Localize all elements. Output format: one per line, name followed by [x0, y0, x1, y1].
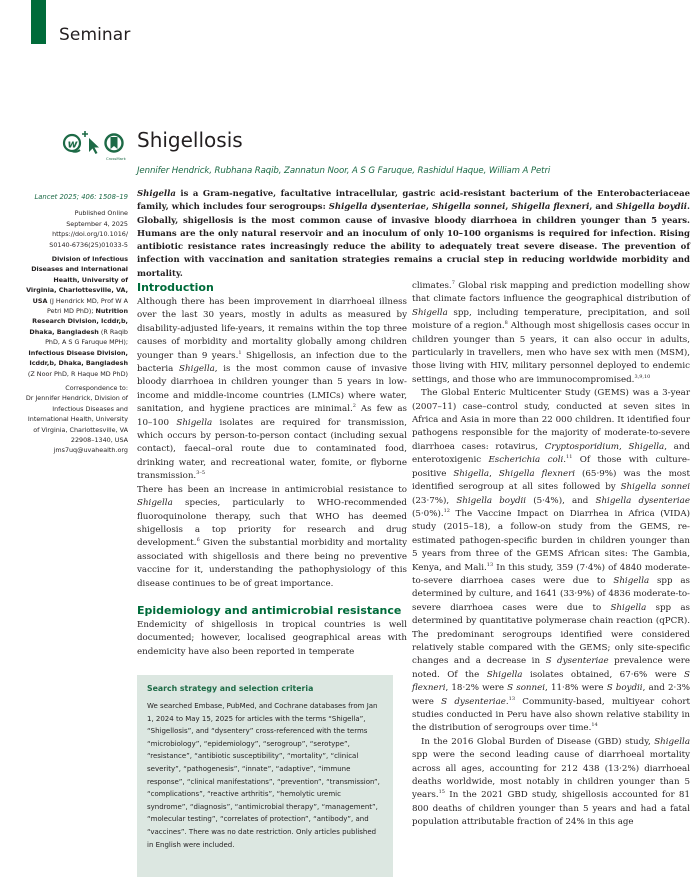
- affiliation-2: Nutrition Research Division, Icddr,b, Dhaka, Bangladesh: [29, 307, 128, 336]
- epidemiology-paragraph-2: The Global Enteric Multicenter Study (GEMS) was a 3-year (2007–11) case–control study, conducted at seven sites in Africa and Asia in more than 22 000 children. It identified four pathogens responsible for the majority of moderate-to-severe diarrhoea cases: rotavirus, Cryptosporidium, Shigella, and enterotoxigenic Escherichia coli.$^{11}$ Of those with culture-positive Shigella, Shigella flexneri (65·9%) was the most identified serogroup at all sites followed by Shigella sonnei (23·7%), Shigella boydii (5·4%), and Shigella dysenteriae (5·0%).$^{12}$ The Vaccine Impact on Diarrhea in Africa (VIDA) study (2015–18), a follow-on study from the GEMS, re-estimated pathogen-specific burden in children younger than 5 years from three of the GEMS African sites: The Gambia, Kenya, and Mali.$^{13}$ In this study, 359 (7·4%) of 4840 moderate-to-severe diarrhoea cases were due to Shigella spp as determined by culture, and 1641 (33·9%) of 4836 moderate-to-severe diarrhoea cases were due to Shigella spp as determined by quantitative polymerase chain reaction (qPCR). The predominant serogroups identified were considered relatively stable compared with the GEMS; only site-specific changes and a decrease in S dysenteriae prevalence were noted. Of the Shigella isolates obtained, 67·6% were S flexneri, 18·2% were S sonnei, 11·8% were S boydii, and 2·3% were S dysenteriae.$^{13}$ Community-based, multiyear cohort studies conducted in Peru have also shown relative stability in the distribution of serogroups over time.$^{14}$: [412, 388, 691, 734]
- correspondence-address: Dr Jennifer Hendrick, Division of Infectious Diseases and International Health, University of Virginia, Charlottesville, VA 22908–1340, USA: [25, 394, 128, 444]
- left-column: [137, 280, 407, 659]
- doi-link[interactable]: https://doi.org/10.1016/ S0140-6736(25)01033-5: [49, 230, 128, 249]
- citation: Lancet 2025; 406: 1508–19: [34, 193, 128, 201]
- reference-link[interactable]: 7: [451, 280, 455, 287]
- affiliation-2-people: (R Raqib PhD, A S G Faruque MPH);: [45, 327, 128, 347]
- author-list: Jennifer Hendrick, Rubhana Raqib, Zannatun Noor, A S G Faruque, Rashidul Haque, William A Petri: [137, 166, 551, 176]
- right-column: [412, 280, 690, 830]
- cursor-plus-icon[interactable]: [82, 131, 99, 154]
- search-strategy-heading: Search strategy and selection criteria: [147, 684, 314, 693]
- reference-link[interactable]: 1: [238, 349, 242, 356]
- epidemiology-paragraph-1-cont: climates.$^7$ Global risk mapping and prediction modelling show that climate factors influence the geographical distribution of Shigella spp, including temperature, precipitation, and soil moisture of a region.$^8$ Although most shigellosis cases occur in children younger than 5 years, it can also occur in adults, particularly in travellers, men who have sex with men (MSM), those living with HIV, military personnel deployed to endemic settings, and those who are immunocompromised.$^{3,9,10}$: [412, 280, 691, 385]
- svg-text:CrossMark: CrossMark: [106, 156, 126, 161]
- reference-link[interactable]: 11: [566, 454, 573, 461]
- article-title: Shigellosis: [137, 128, 243, 152]
- reference-link[interactable]: 15: [438, 789, 445, 796]
- published-label: Published Online: [74, 209, 128, 218]
- open-access-icon[interactable]: [64, 135, 80, 152]
- epidemiology-paragraph-1-start: Endemicity of shigellosis in tropical countries is well documented; however, localised geographical areas with endemicity have also been reported in temperate: [137, 619, 407, 657]
- affiliation-3-people: (Z Noor PhD, R Haque MD PhD): [27, 369, 128, 378]
- search-strategy-text: We searched Embase, PubMed, and Cochrane databases from Jan 1, 2024 to May 15, 2025 for articles with the terms “Shigella”, “Shigellosis”, and “dysentery” cross-referenced with the terms “microbiology”, “epidemiology”, “serogroup”, “serotype”, “resistance”, “antibiotic susceptibility”, “mortality”, “clinical severity”, “pathogenesis”, “innate”, “adaptive”, “immune response”, “clinical manifestations”, “prevention”, “transmission”, “complications”, “reactive arthritis”, “hemolytic uremic syndrome”, “diagnosis”, “antimicrobial therapy”, “management”, “molecular testing”, “correlates of protection”, “antibody”, and “vaccines”. There was no date restriction. Only articles published in English were included.: [147, 702, 380, 849]
- affiliation-3: Infectious Disease Division, Icddr,b, Dhaka, Bangladesh: [28, 348, 128, 368]
- correspondence-email[interactable]: jms7uq@uvahealth.org: [53, 446, 128, 455]
- reference-link[interactable]: 12: [443, 508, 450, 515]
- reference-link[interactable]: 13: [508, 695, 516, 702]
- svg-text:w: w: [67, 137, 78, 151]
- reference-link[interactable]: 8: [504, 320, 508, 327]
- search-strategy-panel: [137, 675, 393, 877]
- reference-link[interactable]: 2: [352, 403, 356, 410]
- epidemiology-heading: Epidemiology and antimicrobial resistance: [137, 603, 402, 617]
- reference-link[interactable]: 6: [196, 537, 200, 544]
- reference-link[interactable]: 13: [486, 561, 494, 568]
- reference-link[interactable]: 3,9,10: [634, 373, 651, 380]
- section-label: Seminar: [59, 25, 131, 45]
- crossmark-icon[interactable]: [106, 135, 127, 162]
- abstract: Shigella is a Gram-negative, facultative intracellular, gastric acid-resistant bacterium of the Enterobacteriaceae family, which includes four serogroups: Shigella dysenteriae, Shigella sonnei, Shigella flexneri, and Shigella boydii. Globally, shigellosis is the most common cause of invasive bloody diarrhoea in children younger than 5 years. Humans are the only natural reservoir and an inoculum of only 10–100 organisms is required for infection. Rising antibiotic resistance rates increasingly reduce the ability to adequately treat severe disease. The prevention of infection with vaccination and sanitation strategies remains a crucial step in reducing worldwide morbidity and mortality.: [137, 189, 691, 279]
- article-sidebar: [24, 192, 128, 456]
- published-date: September 4, 2025: [66, 219, 128, 228]
- introduction-paragraph: Although there has been improvement in diarrhoeal illness over the last 30 years, mostly in adults as measured by disability-adjusted life-years, it remains within the top three causes of morbidity and mortality globally among children younger than 9 years.$^1$ Shigellosis, an infection due to the bacteria Shigella, is the most common cause of invasive bloody diarrhoea in children younger than 5 years in low-income and middle-income countries (LMICs) where water, sanitation, and hygiene practices are minimal.$^2$ As few as 10–100 Shigella isolates are required for transmission, which occurs by person-to-person contact (including sexual contact), faecal–oral route due to contaminated food, drinking water, and recreational water, fomite, or flyborne transmission.$^{3-5}$ There has been an increase in antimicrobial resistance to Shigella species, particularly to WHO-recommended fluoroquinolone therapy, such that WHO has deemed shigellosis a top priority for research and drug development.$^6$ Given the substantial morbidity and mortality associated with shigellosis and there being no preventive vaccine for it, understanding the pathophysiology of this disease continues to be of great importance.: [137, 297, 408, 589]
- affiliation-1: Division of Infectious Diseases and International Health, University of Virginia, Charlottesville, VA, USA: [26, 255, 128, 305]
- epidemiology-paragraph-3: In the 2016 Global Burden of Disease (GBD) study, Shigella spp were the second leading cause of diarrhoeal mortality across all ages, accounting for 212 438 (13·2%) diarrhoeal deaths worldwide, most notably in children younger than 5 years.$^{15}$ In the 2021 GBD study, shigellosis accounted for 81 800 deaths of children younger than 5 years and had a fatal population attributable fraction of 24% in this age: [412, 736, 690, 828]
- article-icons: [62, 128, 134, 162]
- reference-link[interactable]: 14: [591, 722, 598, 729]
- reference-link[interactable]: 3–5: [196, 470, 206, 477]
- affiliation-1-people: (J Hendrick MD, Prof W A Petri MD PhD);: [47, 296, 128, 316]
- section-accent-bar: [31, 0, 46, 44]
- introduction-heading: Introduction: [137, 281, 214, 294]
- correspondence-label: Correspondence to:: [65, 383, 128, 392]
